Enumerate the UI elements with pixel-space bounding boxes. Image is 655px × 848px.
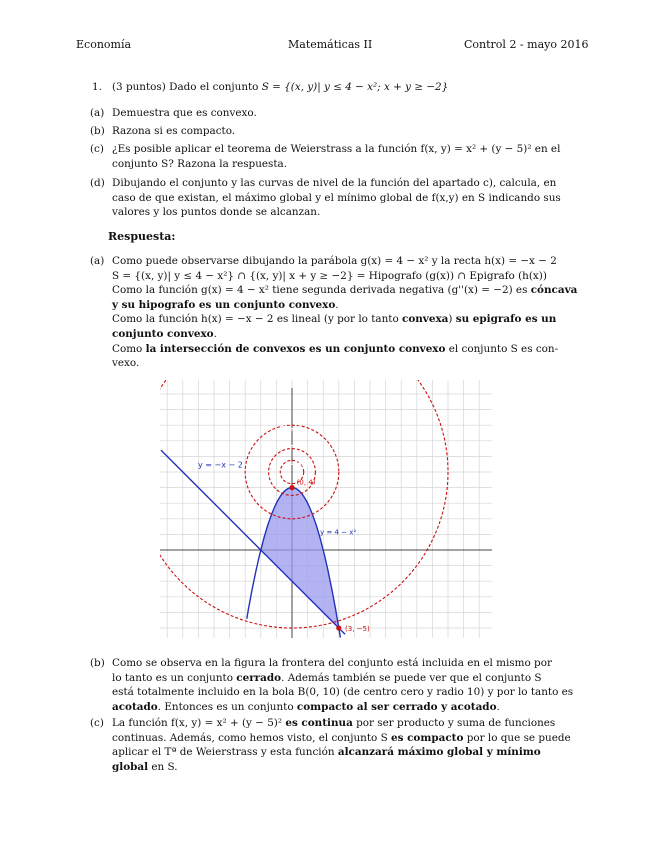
part-label: (c)	[90, 143, 104, 155]
point-min-label: (3, −5)	[345, 625, 370, 634]
text-span: el conjunto S es con-	[445, 342, 559, 355]
point-min	[336, 625, 341, 630]
part-b	[90, 124, 580, 139]
answer-label: (c)	[90, 717, 104, 729]
answer-line	[112, 700, 580, 715]
text-span: por lo que se puede	[463, 731, 571, 744]
answer-line: Como puede observarse dibujando la parábola g(x) = 4 − x² y la recta h(x) = −x − 2	[112, 255, 557, 267]
part-line: Demuestra que es convexo.	[112, 107, 257, 119]
answer-line: vexo.	[112, 357, 140, 370]
bold-span: la intersección de convexos es un conjunto convexo	[145, 342, 446, 355]
answer-line	[112, 671, 580, 686]
answer-line	[112, 731, 580, 746]
text-span: Como la función h(x) = −x − 2 es lineal (y por lo tanto	[112, 313, 402, 326]
line-label: y = −x − 2	[198, 460, 243, 470]
bold-span: conjunto convexo	[112, 327, 214, 340]
answer-a	[90, 254, 580, 371]
bold-span: y su hipografo es un conjunto convexo	[112, 298, 336, 311]
answer-c	[90, 716, 580, 774]
part-d	[90, 176, 580, 220]
bold-span: es compacto	[391, 731, 464, 744]
parabola-label: y = 4 − x²	[320, 528, 357, 537]
text-span: continuas. Además, como hemos visto, el conjunto S	[112, 731, 392, 744]
text-span: .	[335, 298, 339, 311]
part-label: (a)	[90, 107, 105, 119]
answer-line	[112, 745, 580, 760]
statement-text: (3 puntos) Dado el conjunto	[112, 81, 262, 93]
answer-label: (b)	[90, 657, 105, 669]
text-span: aplicar el Tª de Weierstrass y esta función	[112, 746, 338, 759]
header-exam: Control 2 - mayo 2016	[464, 38, 589, 51]
text-span: )	[448, 313, 456, 326]
problem-number: 1.	[92, 81, 102, 93]
part-line: Dibujando el conjunto y las curvas de nivel de la función del apartado c), calcula, en	[112, 177, 557, 189]
bold-span: cóncava	[530, 284, 578, 297]
answer-line	[112, 760, 580, 775]
part-a	[90, 106, 580, 121]
bold-span: cerrado	[236, 671, 282, 684]
part-line: caso de que existan, el máximo global y el mínimo global de f(x,y) en S indicando sus	[112, 191, 561, 204]
level-label-c9: C = 9	[279, 424, 302, 434]
answer-line: Como se observa en la figura la frontera del conjunto está incluida en el mismo por	[112, 657, 552, 669]
text-span: lo tanto es un conjunto	[112, 671, 237, 684]
bold-span: alcanzará máximo global y mínimo	[337, 746, 541, 759]
part-line: conjunto S? Razona la respuesta.	[112, 157, 288, 170]
level-label-c1: C = 1	[279, 441, 302, 451]
header-subject: Economía	[76, 38, 132, 51]
problem-statement	[112, 80, 448, 95]
text-span: .	[213, 327, 217, 340]
bold-span: convexa	[402, 313, 449, 326]
point-max-label: (0, 4)	[296, 478, 316, 487]
point-max	[289, 485, 294, 490]
text-span: .	[496, 700, 500, 713]
answer-b	[90, 656, 580, 714]
bold-span: compacto al ser cerrado y acotado	[296, 700, 497, 713]
bold-span: es continua	[285, 717, 353, 729]
text-span: . Entonces es un conjunto	[157, 700, 297, 713]
part-line: ¿Es posible aplicar el teorema de Weierstrass a la función f(x, y) = x² + (y − 5)² en el	[112, 143, 561, 155]
part-label: (b)	[90, 125, 105, 137]
bold-span: su epigrafo es un	[455, 313, 557, 326]
answer-line: S = {(x, y)| y ≤ 4 − x²} ∩ {(x, y)| x + y ≥ −2} = Hipografo (g(x)) ∩ Epigrafo (h(x))	[112, 269, 547, 282]
part-c	[90, 142, 580, 171]
text-span: en S.	[148, 760, 178, 773]
bold-span: acotado	[112, 700, 158, 713]
part-line: valores y los puntos donde se alcanzan.	[112, 206, 321, 219]
answer-line	[112, 716, 580, 731]
set-figure	[160, 380, 492, 638]
text-span: Como la función g(x) = 4 − x² tiene segunda derivada negativa (g''(x) = −2) es	[112, 284, 531, 297]
answer-line: está totalmente incluido en la bola B(0, 10) (de centro cero y radio 10) y por lo tanto es	[112, 686, 574, 699]
answer-line	[112, 327, 580, 342]
answer-line	[112, 342, 580, 357]
header-course: Matemáticas II	[288, 38, 373, 51]
text-span: La función f(x, y) = x² + (y − 5)²	[112, 717, 286, 729]
text-span: . Además también se puede ver que el conjunto S	[281, 671, 542, 684]
feasible-region	[261, 488, 339, 628]
level-label-c025: C = 1/4	[279, 458, 310, 468]
answer-line	[112, 312, 580, 327]
answer-line	[112, 283, 580, 298]
part-label: (d)	[90, 177, 105, 189]
answer-line	[112, 298, 580, 313]
bold-span: global	[112, 760, 149, 773]
text-span: Como	[112, 342, 146, 355]
answer-heading: Respuesta:	[108, 230, 176, 243]
statement-set: S = {(x, y)| y ≤ 4 − x²; x + y ≥ −2}	[261, 81, 449, 93]
text-span: por ser producto y suma de funciones	[352, 717, 556, 729]
part-line: Razona si es compacto.	[112, 125, 236, 137]
answer-label: (a)	[90, 255, 105, 267]
